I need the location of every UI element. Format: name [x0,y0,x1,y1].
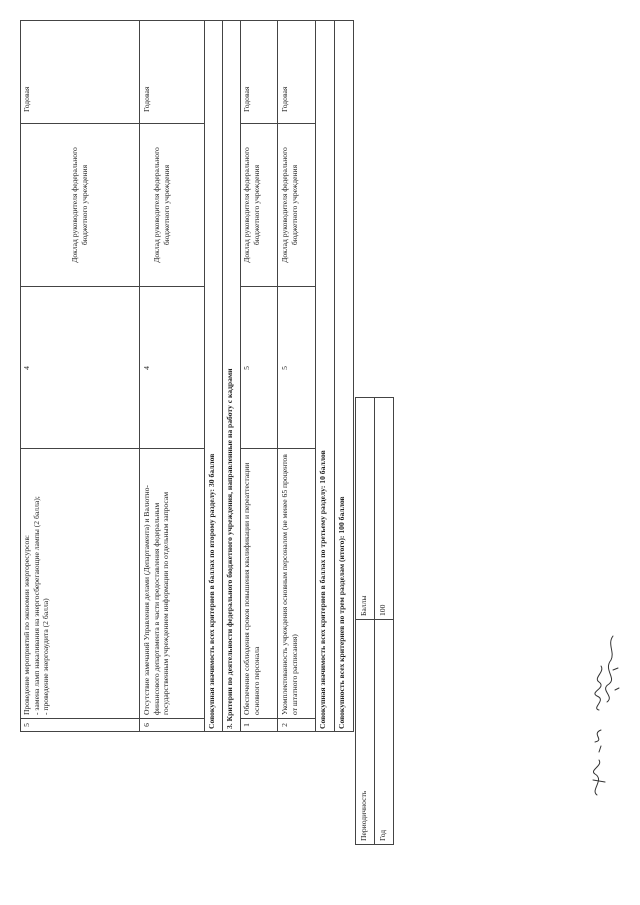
table-line [20,718,204,719]
section-3-header: 3. Критерии по деятельности федерального бюджетного учреждения, направленные на работу с кадрами [225,368,234,729]
table-line [240,718,315,719]
reporting-document: Доклад руководителя федерального бюджетного учреждения [152,147,171,263]
period-row-left: Год [378,829,387,841]
table-line [355,844,394,845]
score-value: 4 [142,366,151,370]
criterion-text: Проведение мероприятий по экономии энергоресурсов: - замена ламп накаливания на энергосберегающие лампы (2 балла); - проведение энергоаудита (2 балла) [22,496,51,715]
table-line [355,619,394,620]
table-line [240,20,241,732]
criterion-text: Отсутствие замечаний Управления делами (Департамента) и Валютно-финансового департамента в части предоставления федеральным государственным учреждением информации по отдельным запросам [142,485,171,715]
section-3-total: Совокупная значимость всех критериев в баллах по третьему разделу: 10 баллов [318,450,327,729]
table-line [20,123,204,124]
table-line [277,20,278,732]
table-line [20,20,21,732]
period-header-left: Периодичность [359,790,368,841]
period-header-right: Баллы [359,595,368,616]
criterion-text: Обеспечение соблюдения сроков повышения квалификации и переаттестации основного персонала [242,462,261,715]
frequency-value: Годовая [280,86,289,112]
table-line [20,20,354,21]
table-line [355,397,394,398]
criteria-table [20,20,355,732]
table-line [374,397,375,845]
score-value: 5 [242,366,251,370]
table-line [20,286,204,287]
grand-total: Совокупность всех критериев по трем разделам (итого): 100 баллов [337,496,346,729]
table-line [393,397,394,845]
table-line [315,20,316,732]
score-value: 4 [22,366,31,370]
row-number: 6 [142,723,151,727]
criterion-text: Укомплектованность учреждения основным персоналом (не менее 65 процентов от штатного расписания) [280,454,299,715]
reporting-document: Доклад руководителя федерального бюджетного учреждения [70,147,89,263]
table-line [20,448,204,449]
periodicity-block [355,395,395,845]
frequency-value: Годовая [242,86,251,112]
table-line [204,20,205,732]
table-line [139,20,140,732]
table-line [222,20,223,732]
reporting-document: Доклад руководителя федерального бюджетного учреждения [280,147,299,263]
rotated-document-page [20,20,355,732]
score-value: 5 [280,366,289,370]
row-number: 5 [22,723,31,727]
table-line [240,123,315,124]
handwritten-signature [585,630,630,805]
table-line [334,20,335,732]
table-line [20,731,354,732]
section-2-total: Совокупная значимость всех критериев в баллах по второму разделу: 30 баллов [207,453,216,729]
table-line [353,20,354,732]
reporting-document: Доклад руководителя федерального бюджетного учреждения [242,147,261,263]
row-number: 2 [280,723,289,727]
table-line [355,397,356,845]
row-number: 1 [242,723,251,727]
frequency-value: Годовая [142,86,151,112]
table-line [240,448,315,449]
table-line [240,286,315,287]
period-row-right: 100 [378,604,387,616]
frequency-value: Годовая [22,86,31,112]
